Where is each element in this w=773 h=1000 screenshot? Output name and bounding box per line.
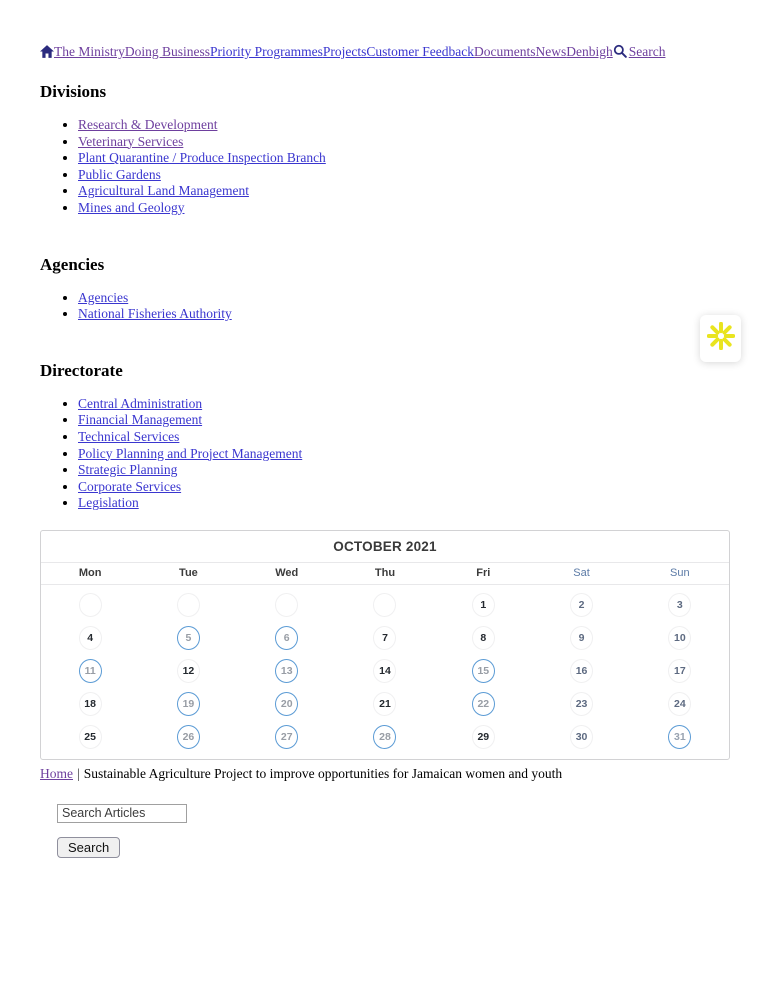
calendar-cell (532, 659, 630, 683)
calendar-cell (434, 692, 532, 716)
list-item (78, 495, 730, 512)
link-national-fisheries-authority[interactable]: National Fisheries Authority (78, 306, 232, 322)
calendar-day-30: 30 (570, 725, 593, 749)
link-technical-services[interactable]: Technical Services (78, 428, 180, 444)
weekday-header-mon: Mon (78, 567, 102, 580)
list-item (78, 462, 730, 479)
calendar-cell (41, 626, 139, 650)
list-item (78, 200, 730, 217)
calendar-cell (41, 659, 139, 683)
breadcrumb (40, 765, 730, 782)
calendar-weekday-header (41, 563, 729, 585)
link-central-administration[interactable]: Central Administration (78, 395, 203, 411)
calendar-day-26[interactable]: 26 (177, 725, 200, 749)
calendar-day-11[interactable]: 11 (79, 659, 102, 683)
section-title-divisions: Divisions (40, 82, 107, 101)
section-link-list (40, 290, 730, 323)
calendar-day-12: 12 (177, 659, 200, 683)
calendar-day-8: 8 (472, 626, 495, 650)
calendar-day-empty (177, 593, 200, 617)
calendar-cell (434, 593, 532, 617)
calendar-day-19[interactable]: 19 (177, 692, 200, 716)
calendar-cell (139, 626, 237, 650)
list-item (78, 479, 730, 496)
calendar-day-6[interactable]: 6 (275, 626, 298, 650)
section-link-list (40, 117, 730, 217)
section-directorate (40, 361, 730, 512)
list-item (78, 117, 730, 134)
section-agencies (40, 255, 730, 323)
list-item (78, 183, 730, 200)
section-divisions (40, 82, 730, 217)
link-financial-management[interactable]: Financial Management (78, 412, 203, 428)
calendar-cell (139, 692, 237, 716)
nav-search-label: Search (628, 44, 666, 59)
weekday-header-thu: Thu (374, 567, 396, 580)
calendar-day-13[interactable]: 13 (275, 659, 298, 683)
calendar-cell (139, 725, 237, 749)
calendar-day-21: 21 (373, 692, 396, 716)
list-item (78, 290, 730, 307)
article-search (57, 804, 730, 858)
home-link[interactable] (40, 45, 54, 62)
breadcrumb-home-link[interactable]: Home (40, 765, 73, 781)
calendar-cell (434, 626, 532, 650)
calendar-day-2: 2 (570, 593, 593, 617)
accessibility-widget-button[interactable] (700, 315, 741, 362)
list-item (78, 396, 730, 413)
nav-link-denbigh[interactable]: Denbigh (566, 44, 613, 59)
list-item (78, 412, 730, 429)
list-item (78, 429, 730, 446)
link-research-development[interactable]: Research & Development (78, 117, 218, 132)
home-icon (40, 46, 54, 61)
link-agricultural-land-management[interactable]: Agricultural Land Management (78, 183, 249, 199)
link-public-gardens[interactable]: Public Gardens (78, 166, 161, 182)
weekday-header-sun: Sun (670, 567, 690, 580)
breadcrumb-separator: | (77, 765, 80, 781)
calendar-cell (532, 725, 630, 749)
weekday-header-wed: Wed (275, 567, 299, 580)
nav-link-documents[interactable]: Documents (474, 44, 536, 59)
calendar-day-25: 25 (79, 725, 102, 749)
calendar-cell (336, 692, 434, 716)
calendar-week-row (41, 688, 729, 721)
nav-search-link[interactable] (613, 44, 666, 59)
link-agencies[interactable]: Agencies (78, 289, 129, 305)
calendar (40, 530, 730, 760)
calendar-day-18: 18 (79, 692, 102, 716)
calendar-cell (238, 659, 336, 683)
calendar-cell (631, 692, 729, 716)
calendar-day-28[interactable]: 28 (373, 725, 396, 749)
nav-link-customer-feedback[interactable]: Customer Feedback (366, 44, 474, 59)
calendar-week-row (41, 622, 729, 655)
calendar-week-row (41, 589, 729, 622)
calendar-day-5[interactable]: 5 (177, 626, 200, 650)
breadcrumb-current-page: Sustainable Agriculture Project to improve opportunities for Jamaican women and youth (83, 765, 563, 781)
calendar-day-1: 1 (472, 593, 495, 617)
list-item (78, 134, 730, 151)
weekday-header-sat: Sat (573, 567, 590, 580)
calendar-day-15[interactable]: 15 (472, 659, 495, 683)
link-plant-quarantine-produce-inspection-branch[interactable]: Plant Quarantine / Produce Inspection Branch (78, 150, 326, 166)
top-nav (40, 43, 730, 62)
asterisk-icon (707, 322, 735, 355)
search-articles-button[interactable]: Search (57, 837, 120, 858)
calendar-day-31[interactable]: 31 (668, 725, 691, 749)
link-policy-planning-and-project-management[interactable]: Policy Planning and Project Management (78, 445, 303, 461)
calendar-cell (139, 659, 237, 683)
calendar-cell (434, 725, 532, 749)
calendar-cell (41, 692, 139, 716)
calendar-cell (336, 725, 434, 749)
calendar-cell (238, 725, 336, 749)
calendar-day-empty (275, 593, 298, 617)
calendar-cell (41, 593, 139, 617)
calendar-cell (336, 659, 434, 683)
calendar-cell (336, 593, 434, 617)
calendar-cell (238, 626, 336, 650)
calendar-week-row (41, 655, 729, 688)
calendar-day-4: 4 (79, 626, 102, 650)
calendar-cell (139, 593, 237, 617)
weekday-header-fri: Fri (476, 567, 491, 580)
calendar-cell (238, 692, 336, 716)
calendar-day-14: 14 (373, 659, 396, 683)
calendar-day-9: 9 (570, 626, 593, 650)
calendar-day-20[interactable]: 20 (275, 692, 298, 716)
calendar-cell (532, 692, 630, 716)
weekday-header-tue: Tue (179, 567, 198, 580)
calendar-cell (41, 725, 139, 749)
calendar-day-16: 16 (570, 659, 593, 683)
section-title-directorate: Directorate (40, 360, 123, 380)
nav-link-news[interactable]: News (535, 44, 567, 59)
calendar-day-3: 3 (668, 593, 691, 617)
calendar-day-7: 7 (373, 626, 396, 650)
list-item (78, 446, 730, 463)
calendar-cell (631, 626, 729, 650)
link-legislation[interactable]: Legislation (78, 495, 139, 511)
calendar-cell (238, 593, 336, 617)
search-articles-input[interactable] (57, 804, 187, 823)
link-strategic-planning[interactable]: Strategic Planning (78, 462, 178, 478)
calendar-cell (631, 659, 729, 683)
nav-link-doing-business[interactable]: Doing Business (124, 44, 211, 59)
calendar-day-23: 23 (570, 692, 593, 716)
calendar-day-empty (79, 593, 102, 617)
calendar-cell (434, 659, 532, 683)
calendar-day-empty (373, 593, 396, 617)
calendar-day-17: 17 (668, 659, 691, 683)
link-corporate-services[interactable]: Corporate Services (78, 478, 182, 494)
calendar-day-22[interactable]: 22 (472, 692, 495, 716)
calendar-day-29: 29 (472, 725, 495, 749)
nav-link-priority-programmes[interactable]: Priority Programmes (210, 44, 323, 59)
calendar-cell (532, 626, 630, 650)
section-link-list (40, 396, 730, 512)
calendar-cell (336, 626, 434, 650)
link-veterinary-services[interactable]: Veterinary Services (78, 133, 184, 149)
nav-link-the-ministry[interactable]: The Ministry (54, 44, 125, 59)
calendar-grid (41, 585, 729, 759)
calendar-title: OCTOBER 2021 (41, 531, 729, 563)
search-icon (613, 44, 629, 59)
calendar-week-row (41, 721, 729, 754)
calendar-day-27[interactable]: 27 (275, 725, 298, 749)
calendar-day-10: 10 (668, 626, 691, 650)
section-title-agencies: Agencies (40, 254, 105, 274)
calendar-cell (532, 593, 630, 617)
link-mines-and-geology[interactable]: Mines and Geology (78, 199, 185, 215)
list-item (78, 150, 730, 167)
list-item (78, 306, 730, 323)
calendar-cell (631, 593, 729, 617)
list-item (78, 167, 730, 184)
link-sections (40, 82, 730, 512)
calendar-cell (631, 725, 729, 749)
calendar-day-24: 24 (668, 692, 691, 716)
nav-link-projects[interactable]: Projects (322, 44, 367, 59)
